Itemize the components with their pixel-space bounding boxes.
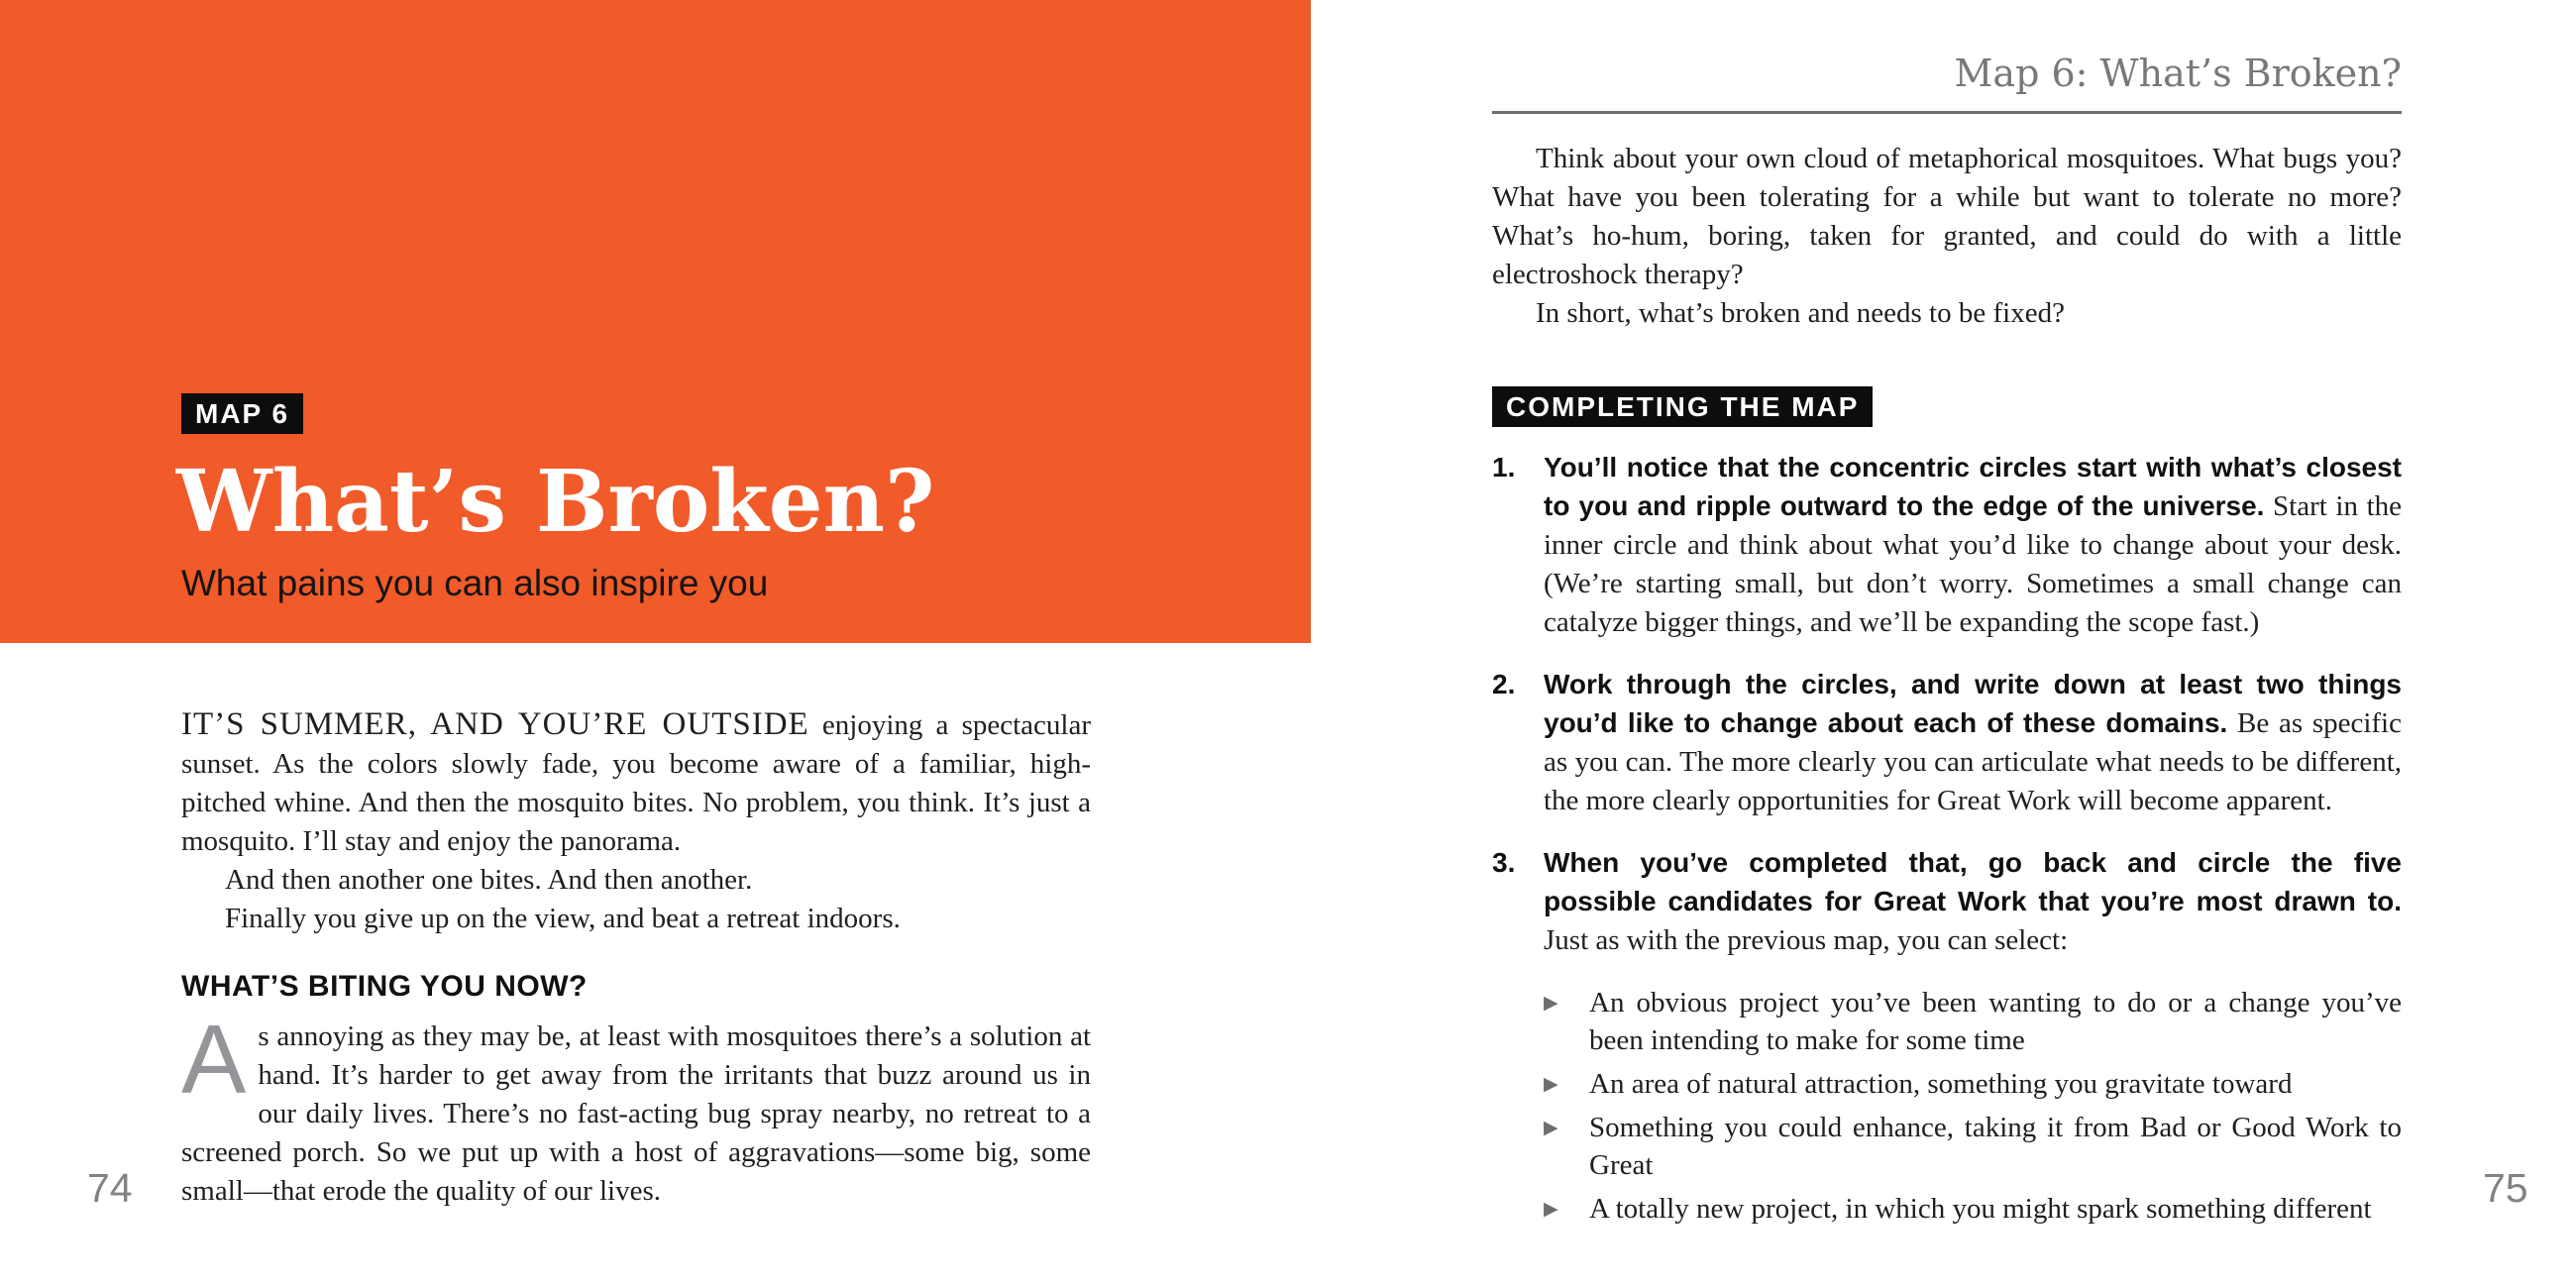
bullet-text: An obvious project you’ve been wanting to do or a change you’ve been intending to make for some time [1589, 987, 2402, 1056]
triangle-bullet-icon: ▶ [1544, 1198, 1558, 1220]
chapter-title: What’s Broken? [176, 452, 935, 552]
step-bold-lead: When you’ve completed that, go back and circle the five possible candidates for Great Work that you’re most drawn to. [1544, 847, 2402, 916]
dropcap-paragraph [181, 1005, 1091, 1211]
list-item [1544, 984, 2402, 1059]
running-header: Map 6: What’s Broken? [1954, 52, 2402, 95]
intro-paragraph-3: Finally you give up on the view, and beat a retreat indoors. [225, 903, 901, 934]
list-item [1544, 1190, 2402, 1228]
list-item [1544, 1065, 2402, 1103]
rp-paragraph-1: Think about your own cloud of metaphorical mosquitoes. What bugs you? What have you been tolerating for a while but want to tolerate no more? What’s ho-hum, boring, taken for granted, and could do with a little electroshock therapy? [1492, 143, 2402, 290]
triangle-bullet-icon: ▶ [1544, 1117, 1558, 1138]
map-number-badge: MAP 6 [181, 393, 303, 434]
intro-paragraph [181, 705, 1091, 861]
step-number: 3. [1492, 847, 1516, 878]
step-text [1544, 449, 2402, 642]
step-text [1544, 844, 2402, 960]
steps-list [1492, 449, 2402, 960]
page-number-right: 75 [2483, 1165, 2528, 1211]
section-heading: WHAT’S BITING YOU NOW? [181, 970, 588, 1003]
bullet-text: Something you could enhance, taking it from Bad or Good Work to Great [1589, 1112, 2402, 1181]
left-page-body [181, 705, 1091, 1211]
header-rule [1492, 111, 2402, 114]
completing-the-map-badge: COMPLETING THE MAP [1492, 386, 1873, 427]
step-text [1544, 666, 2402, 820]
bullet-text: An area of natural attraction, something you gravitate toward [1589, 1068, 2293, 1100]
chapter-hero [0, 0, 1311, 643]
step-rest: Start in the inner circle and think about what you’d like to change about your desk. (We’re starting small, but don’t worry. Sometimes a small change can catalyze bigger things, and we’ll be expanding the scope fast.) [1544, 490, 2402, 638]
bullet-list [1544, 984, 2402, 1228]
step-bold-lead: You’ll notice that the concentric circles start with what’s closest to you and ripple outward to the edge of the universe. [1544, 452, 2402, 521]
step-number: 2. [1492, 669, 1516, 699]
step-rest: Be as specific as you can. The more clearly you can articulate what needs to be different, the more clearly opportunities for Great Work will become apparent. [1544, 707, 2402, 816]
step-item-3 [1492, 844, 2402, 960]
step-item-1 [1492, 449, 2402, 642]
list-item [1544, 1109, 2402, 1184]
step-item-2 [1492, 666, 2402, 820]
dropcap-paragraph-text: s annoying as they may be, at least with mosquitoes there’s a solution at hand. It’s harder to get away from the irritants that buzz around us in our daily lives. There’s no fast-acting bug spray nearby, no retreat to a screened porch. So we put up with a host of aggravations—some big, some small—that erode the quality of our lives. [181, 1020, 1091, 1207]
triangle-bullet-icon: ▶ [1544, 1073, 1558, 1095]
intro-paragraph-text: enjoying a spectacular sunset. As the colors slowly fade, you become aware of a familiar, high-pitched whine. And then the mosquito bites. No problem, you think. It’s just a mosquito. I’ll stay and enjoy the panorama. [181, 709, 1092, 857]
rp-paragraph-2: In short, what’s broken and needs to be fixed? [1536, 297, 2065, 329]
intro-lead-caps: IT’S SUMMER, AND YOU’RE OUTSIDE [181, 706, 809, 742]
triangle-bullet-icon: ▶ [1544, 992, 1558, 1014]
intro-paragraph-2: And then another one bites. And then another. [225, 864, 753, 896]
right-page-body [1492, 0, 2402, 1234]
drop-cap: A [181, 1005, 247, 1114]
step-rest: Just as with the previous map, you can select: [1544, 924, 2069, 956]
chapter-subtitle: What pains you can also inspire you [181, 563, 769, 603]
step-number: 1. [1492, 452, 1516, 483]
step-bold-lead: Work through the circles, and write down at least two things you’d like to change about each of these domains. [1544, 669, 2402, 738]
bullet-text: A totally new project, in which you might spark something different [1589, 1193, 2372, 1225]
page-number-left: 74 [87, 1165, 133, 1211]
